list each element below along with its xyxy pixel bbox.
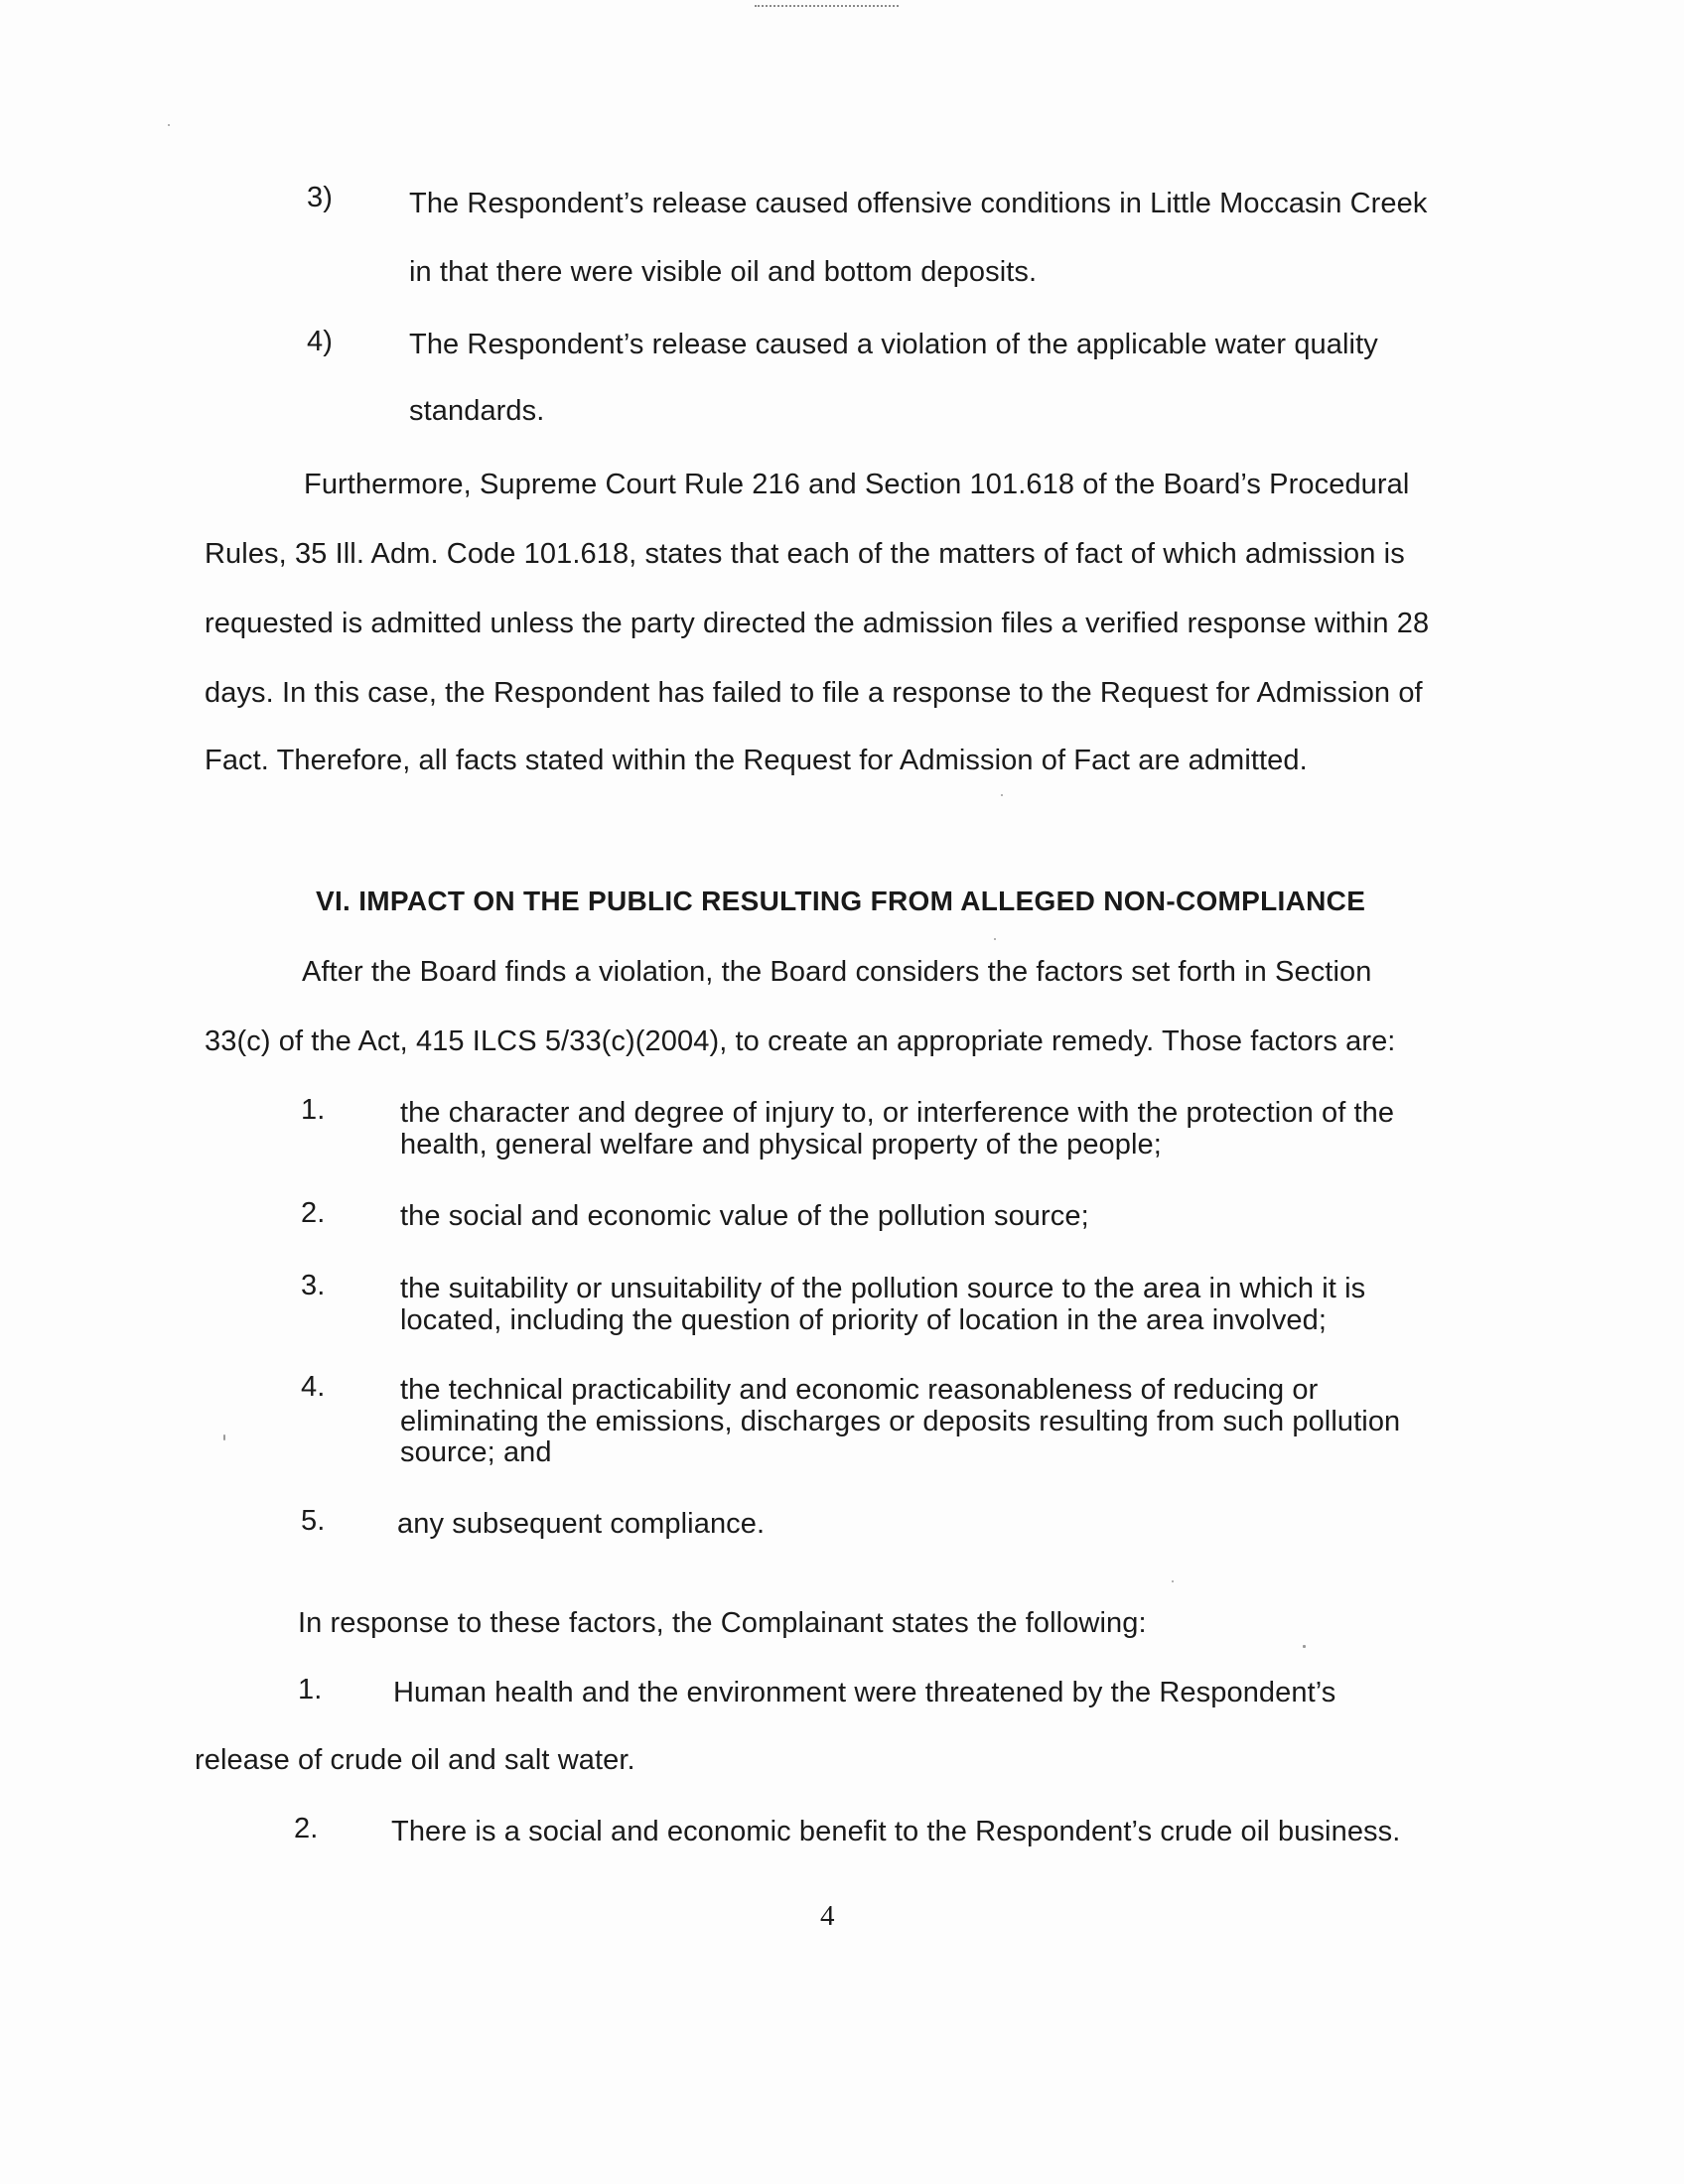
item-marker: 4)	[307, 326, 333, 357]
scan-speck	[1303, 1645, 1306, 1648]
paragraph-line: Fact. Therefore, all facts stated within the Request for Admission of Fact are admitted.	[205, 745, 1308, 776]
factor-text-line: any subsequent compliance.	[397, 1508, 766, 1540]
item-text-line: standards.	[409, 395, 545, 427]
factor-number: 2.	[301, 1197, 326, 1229]
scan-artifact-line	[755, 5, 899, 9]
factor-number: 3.	[301, 1270, 326, 1301]
section-heading: VI. IMPACT ON THE PUBLIC RESULTING FROM ALLEGED NON-COMPLIANCE	[316, 886, 1366, 916]
response-text-line: Human health and the environment were threatened by the Respondent’s	[393, 1677, 1336, 1708]
item-text-line: The Respondent’s release caused offensive conditions in Little Moccasin Creek	[409, 188, 1428, 219]
response-intro: In response to these factors, the Complainant states the following:	[298, 1607, 1147, 1639]
paragraph-line: After the Board finds a violation, the Board considers the factors set forth in Section	[302, 956, 1372, 988]
scan-speck	[1001, 794, 1003, 796]
paragraph-line: 33(c) of the Act, 415 ILCS 5/33(c)(2004), to create an appropriate remedy. Those factors are:	[205, 1025, 1396, 1057]
paragraph-line: requested is admitted unless the party directed the admission files a verified response within 28	[205, 608, 1430, 639]
factor-number: 5.	[301, 1505, 326, 1537]
item-marker: 3)	[307, 182, 333, 213]
scan-speck	[994, 938, 996, 940]
paragraph-line: Rules, 35 Ill. Adm. Code 101.618, states that each of the matters of fact of which admission is	[205, 538, 1405, 570]
item-text-line: The Respondent’s release caused a violation of the applicable water quality	[409, 329, 1378, 360]
response-text-line: release of crude oil and salt water.	[195, 1744, 635, 1776]
response-number: 1.	[298, 1674, 323, 1706]
response-number: 2.	[294, 1813, 319, 1844]
factor-text-line: located, including the question of priority of location in the area involved;	[400, 1304, 1328, 1336]
factor-text-line: the character and degree of injury to, or interference with the protection of the	[400, 1097, 1395, 1129]
factor-number: 1.	[301, 1094, 326, 1126]
factor-text-line: the social and economic value of the pollution source;	[400, 1200, 1089, 1232]
paragraph-line: Furthermore, Supreme Court Rule 216 and Section 101.618 of the Board’s Procedural	[304, 469, 1410, 500]
factor-text-line: eliminating the emissions, discharges or deposits resulting from such pollution	[400, 1406, 1401, 1437]
response-text-line: There is a social and economic benefit to the Respondent’s crude oil business.	[391, 1816, 1401, 1847]
scan-speck	[168, 124, 170, 126]
factor-text-line: source; and	[400, 1436, 552, 1468]
paragraph-line: days. In this case, the Respondent has failed to file a response to the Request for Admission of	[205, 677, 1423, 709]
factor-text-line: health, general welfare and physical property of the people;	[400, 1129, 1162, 1160]
factor-number: 4.	[301, 1371, 326, 1403]
scan-speck	[223, 1434, 225, 1440]
factor-text-line: the suitability or unsuitability of the pollution source to the area in which it is	[400, 1273, 1366, 1304]
item-text-line: in that there were visible oil and bottom deposits.	[409, 256, 1038, 288]
factor-text-line: the technical practicability and economic reasonableness of reducing or	[400, 1374, 1319, 1406]
page-number: 4	[820, 1900, 835, 1932]
scan-speck	[1172, 1580, 1174, 1582]
